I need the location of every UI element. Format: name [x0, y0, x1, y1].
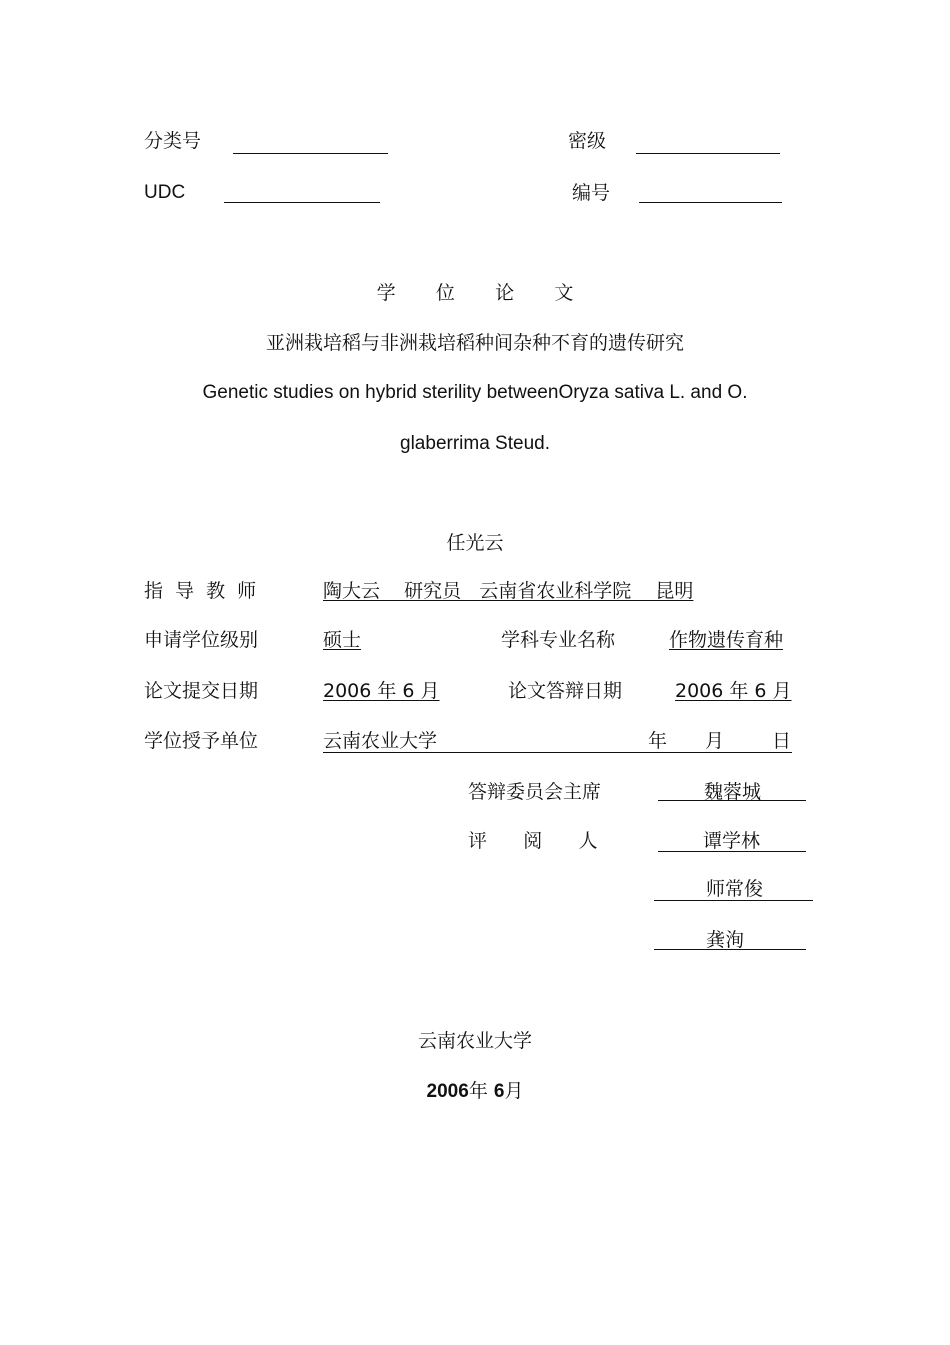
degree-level-value: 硕士 — [323, 629, 362, 651]
english-title-prefix: Genetic studies on hybrid sterility between — [202, 382, 559, 403]
footer-year: 2006 — [426, 1081, 469, 1102]
english-title-suffix: L. and O. — [669, 382, 748, 403]
major-value: 作物遗传育种 — [669, 629, 784, 651]
classification-label: 分类号 — [144, 130, 202, 152]
reviewer-underline-3 — [654, 949, 806, 950]
grantor-label: 学位授予单位 — [144, 730, 259, 752]
defense-date-label: 论文答辩日期 — [508, 680, 623, 702]
degree-level-label: 申请学位级别 — [144, 629, 259, 651]
udc-label: UDC — [144, 182, 186, 203]
classification-blank — [233, 153, 388, 154]
submission-date-value: 2006 年 6 月 — [323, 680, 440, 702]
date-month-char: 月 — [705, 730, 725, 752]
reviewer-name-3: 龚洵 — [706, 929, 745, 951]
reviewer-underline-1 — [658, 851, 806, 852]
secret-level-label: 密级 — [568, 130, 607, 152]
reviewer-underline-2 — [654, 900, 813, 901]
number-blank — [639, 202, 782, 203]
supervisor-label: 指 导 教 师 — [144, 580, 257, 602]
footer-university: 云南农业大学 — [417, 1030, 532, 1052]
date-year-char: 年 — [648, 730, 668, 752]
footer-year-char: 年 — [468, 1080, 488, 1102]
committee-chair-name: 魏蓉城 — [704, 781, 762, 803]
submission-date-label: 论文提交日期 — [144, 680, 259, 702]
footer-month: 6 — [493, 1081, 505, 1102]
defense-date-value: 2006 年 6 月 — [675, 680, 792, 702]
english-title-line2: glaberrima Steud. — [400, 433, 550, 454]
footer-month-char: 月 — [504, 1080, 524, 1102]
supervisor-value: 陶大云 研究员 云南省农业科学院 昆明 — [323, 580, 694, 602]
degree-thesis-heading: 学 位 论 文 — [376, 282, 591, 304]
major-label: 学科专业名称 — [501, 629, 616, 651]
author-name: 任光云 — [446, 532, 504, 554]
udc-blank — [224, 202, 380, 203]
number-label: 编号 — [572, 182, 611, 204]
english-title-species: Oryza sativa — [558, 382, 665, 403]
reviewer-label: 评 阅 人 — [468, 830, 598, 852]
grantor-value: 云南农业大学 — [323, 730, 438, 752]
committee-chair-underline — [658, 800, 806, 801]
date-day-char: 日 — [772, 730, 792, 752]
chinese-title: 亚洲栽培稻与非洲栽培稻种间杂种不育的遗传研究 — [265, 332, 684, 354]
reviewer-name-2: 师常俊 — [706, 878, 764, 900]
committee-chair-label: 答辩委员会主席 — [468, 781, 602, 803]
footer-date — [0, 1079, 950, 1104]
english-title-line1 — [0, 381, 950, 405]
reviewer-name-1: 谭学林 — [703, 830, 761, 852]
secret-level-blank — [636, 153, 780, 154]
